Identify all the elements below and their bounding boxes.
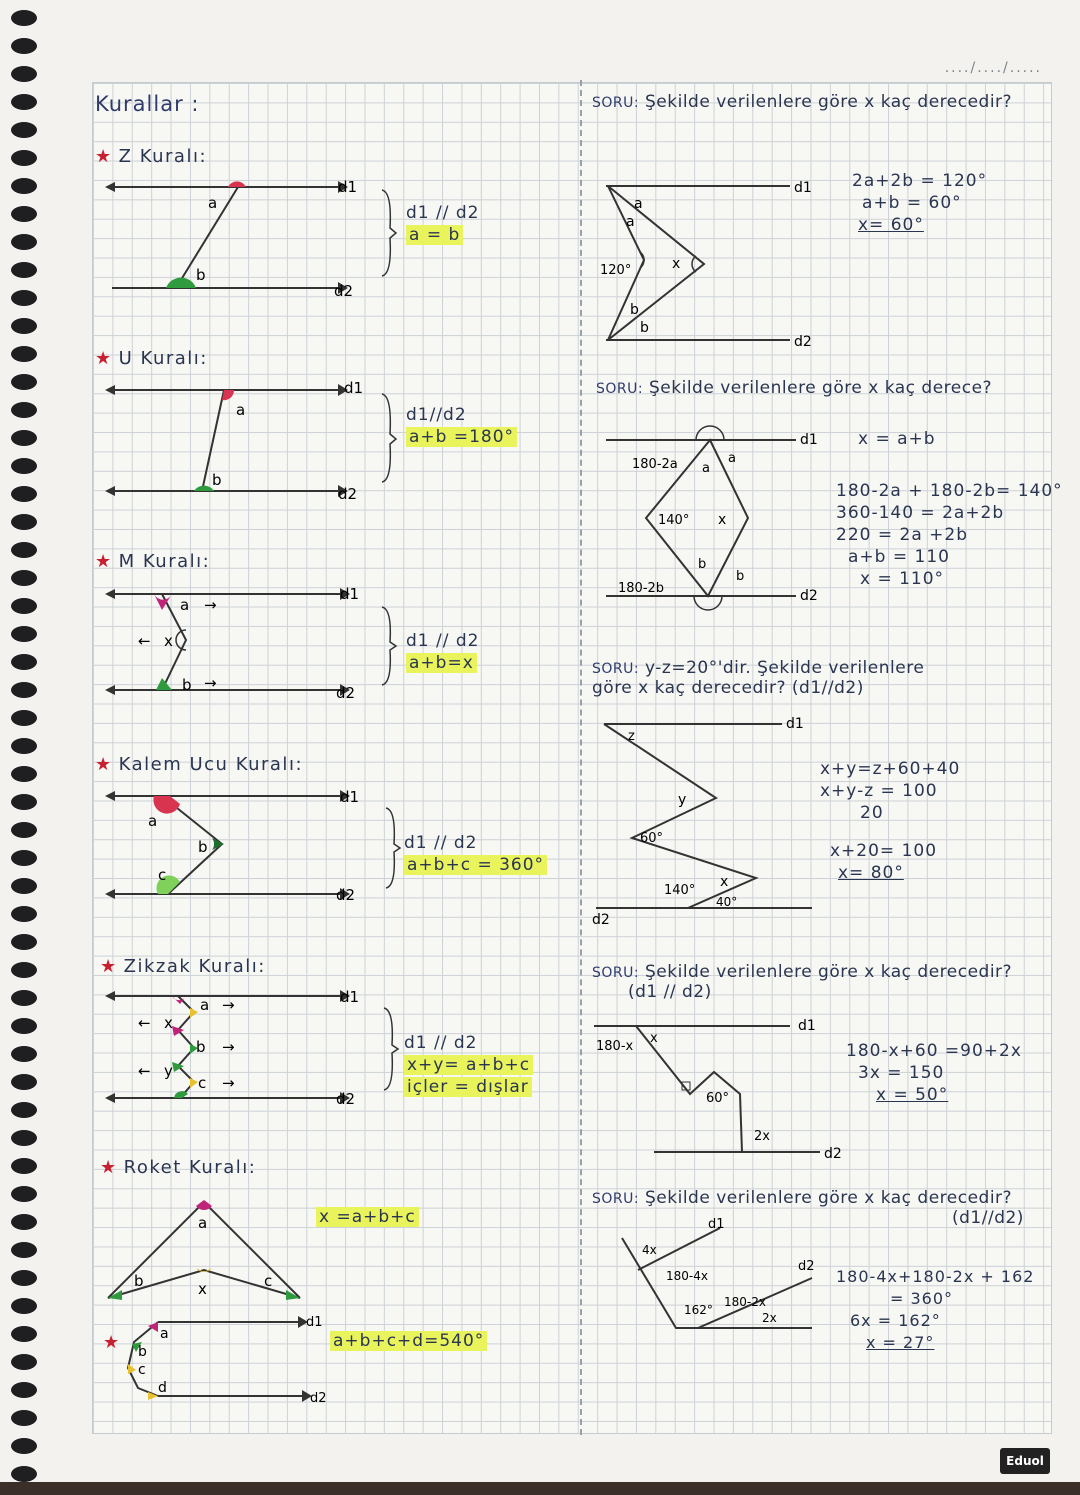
u-label-a: a (236, 401, 246, 419)
u-rule-figure (100, 375, 380, 505)
q5-text: Şekilde verilenlere göre x kaç derecedir? (645, 1188, 1013, 1208)
q5-label-162: 162° (684, 1303, 713, 1317)
q2-label-x: x (718, 512, 727, 528)
kalem-label-b: b (198, 838, 208, 856)
q3-label-y: y (678, 792, 687, 808)
m-rule-title (95, 551, 210, 572)
zikzak-label-x: x (164, 1014, 173, 1032)
q3-step-3: 20 (860, 803, 884, 823)
m-equation: a+b=x (406, 653, 477, 673)
m-label-d1: d1 (340, 585, 360, 603)
kalem-equation: a+b+c = 360° (404, 855, 547, 875)
four-label-c: c (138, 1362, 146, 1378)
q3-header (592, 658, 924, 698)
m-brace-icon (378, 605, 398, 687)
z-label-b: b (196, 266, 206, 284)
q5-tag: SORU: (592, 1191, 640, 1207)
z-rule-title-text: Z Kuralı: (118, 146, 208, 167)
q3-label-x: x (720, 874, 729, 890)
q2-step-3: 220 = 2a +2b (836, 525, 968, 545)
q4-step-1: 180-x+60 =90+2x (846, 1041, 1022, 1061)
q1-tag: SORU: (592, 95, 640, 111)
z-label-a: a (208, 194, 218, 212)
u-label-d2: d2 (338, 485, 358, 503)
zikzak-arrow-a-icon: → (222, 996, 235, 1014)
star-icon: ★ (100, 1157, 118, 1178)
q4-label-x: x (650, 1031, 658, 1046)
zikzak-label-c: c (198, 1074, 207, 1092)
zikzak-parallel: d1 // d2 (404, 1033, 478, 1053)
m-parallel: d1 // d2 (406, 631, 480, 651)
star-icon: ★ (95, 146, 113, 167)
q1-label-b1: b (630, 302, 639, 318)
q2-step-4: a+b = 110 (848, 547, 950, 567)
rules-heading: Kurallar : (95, 92, 200, 116)
q1-label-120: 120° (600, 263, 632, 278)
zikzak-arrow-x-icon: ← (138, 1014, 151, 1032)
four-label-d: d (158, 1380, 167, 1396)
roket-equation: x =a+b+c (316, 1207, 419, 1227)
q5-step-1: 180-4x+180-2x + 162 (836, 1267, 1035, 1286)
q2-label-b2: b (736, 569, 745, 584)
q4-step-3: x = 50° (876, 1085, 949, 1105)
zikzak-rule-figure (100, 982, 380, 1112)
q4-step-2: 3x = 150 (858, 1063, 945, 1083)
zikzak-rule-title (100, 956, 266, 977)
zikzak-label-d2: d2 (336, 1090, 356, 1108)
m-rule-title-text: M Kuralı: (118, 551, 211, 572)
m-label-a: a (180, 596, 190, 614)
z-relation (406, 202, 479, 246)
q2-label-a1: a (702, 461, 710, 476)
q4-text-2: (d1 // d2) (628, 982, 712, 1002)
m-arrow-left-icon: ← (138, 632, 151, 650)
q3-label-60: 60° (640, 831, 664, 846)
q3-text: y-z=20°'dir. Şekilde verilenlere (645, 658, 925, 678)
q5-label-2x: 2x (762, 1311, 777, 1325)
q1-figure (600, 170, 830, 350)
q2-label-a2: a (728, 451, 736, 466)
zikzak-label-b: b (196, 1038, 206, 1056)
four-label-b: b (138, 1344, 147, 1360)
date-placeholder: ..../..../..... (944, 60, 1042, 76)
z-brace-icon (378, 188, 398, 278)
star-icon: ★ (95, 754, 113, 775)
spiral-binding (0, 0, 60, 1495)
roket-rule-title-text: Roket Kuralı: (123, 1157, 257, 1178)
q3-label-140: 140° (664, 883, 696, 898)
kalem-label-d2: d2 (336, 886, 356, 904)
u-brace-icon (378, 392, 398, 484)
q2-label-180-2b: 180-2b (618, 581, 665, 596)
kalem-rule-figure (100, 782, 380, 902)
q4-label-180-x: 180-x (596, 1039, 634, 1054)
zikzak-arrow-y-icon: ← (138, 1062, 151, 1080)
q2-solution-head: x = a+b (858, 429, 936, 449)
m-label-x: x (164, 632, 173, 650)
q1-text: Şekilde verilenlere göre x kaç derecedir? (645, 92, 1013, 112)
q2-tag: SORU: (596, 381, 644, 397)
roket-rule-figure (100, 1190, 320, 1310)
zikzak-arrow-c-icon: → (222, 1074, 235, 1092)
q2-step-2: 360-140 = 2a+2b (836, 503, 1005, 523)
q1-solution (852, 170, 987, 236)
four-label-d2: d2 (310, 1391, 327, 1406)
q4-header (592, 962, 1012, 1002)
four-angle-figure (118, 1312, 348, 1407)
four-relation (330, 1330, 487, 1352)
q5-label-d1: d1 (708, 1217, 725, 1232)
z-rule-figure (100, 170, 380, 305)
roket-label-c: c (264, 1272, 273, 1290)
q2-header (596, 378, 992, 398)
q1-step-3: x= 60° (858, 215, 924, 235)
q3-step-5: x= 80° (838, 863, 904, 883)
q4-solution (846, 1040, 1022, 1106)
zikzak-rule-title-text: Zikzak Kuralı: (123, 956, 266, 977)
q5-text-2: (d1//d2) (952, 1208, 1024, 1228)
four-label-a: a (160, 1326, 169, 1342)
q2-label-140: 140° (658, 513, 690, 528)
zikzak-label-d1: d1 (340, 988, 360, 1006)
u-rule-title (95, 348, 208, 369)
q4-text: Şekilde verilenlere göre x kaç derecedir? (645, 962, 1013, 982)
kalem-label-c: c (158, 866, 167, 884)
q5-label-180-2x: 180-2x (724, 1295, 766, 1309)
q3-tag: SORU: (592, 661, 640, 677)
zikzak-label-y: y (164, 1062, 173, 1080)
column-divider (580, 80, 582, 1435)
zikzak-relation (404, 1032, 533, 1098)
zikzak-icler-dislar: içler = dışlar (404, 1077, 532, 1097)
q4-label-d2: d2 (824, 1146, 842, 1162)
zikzak-label-a: a (200, 996, 210, 1014)
kalem-label-d1: d1 (340, 788, 360, 806)
q5-step-3: 6x = 162° (850, 1311, 941, 1330)
q1-step-2: a+b = 60° (862, 193, 962, 213)
q5-label-4x: 4x (642, 1243, 657, 1257)
q3-step-4: x+20= 100 (830, 841, 938, 861)
q4-tag: SORU: (592, 965, 640, 981)
roket-rule-title (100, 1157, 256, 1178)
z-equation: a = b (406, 225, 463, 245)
q2-solution (836, 480, 1063, 590)
u-equation: a+b =180° (406, 427, 517, 447)
q3-label-40: 40° (716, 895, 738, 909)
q3-label-d2: d2 (592, 912, 610, 928)
q5-step-2: = 360° (890, 1289, 954, 1308)
q3-text-2: göre x kaç derecedir? (d1//d2) (592, 678, 864, 698)
q2-label-d2: d2 (800, 588, 818, 604)
q3-figure (592, 718, 832, 928)
u-rule-title-text: U Kuralı: (118, 348, 208, 369)
kalem-brace-icon (382, 806, 402, 890)
kalem-label-a: a (148, 812, 158, 830)
q5-step-4: x = 27° (866, 1333, 935, 1352)
u-relation (406, 404, 517, 448)
q1-label-d2: d2 (794, 334, 812, 350)
q5-label-d2: d2 (798, 1259, 815, 1274)
q2-label-180-2a: 180-2a (632, 457, 678, 472)
u-parallel: d1//d2 (406, 405, 467, 425)
q4-label-d1: d1 (798, 1018, 816, 1034)
q4-figure (594, 1012, 854, 1162)
z-parallel: d1 // d2 (406, 203, 480, 223)
q2-step-5: x = 110° (860, 569, 945, 589)
roket-label-b: b (134, 1272, 144, 1290)
q2-step-1: 180-2a + 180-2b= 140° (836, 481, 1063, 501)
star-icon: ★ (103, 1332, 121, 1353)
u-label-d1: d1 (344, 379, 364, 397)
q3-label-z: z (628, 729, 635, 744)
m-relation (406, 630, 479, 674)
q1-step-1: 2a+2b = 120° (852, 171, 988, 191)
q3-label-d1: d1 (786, 716, 804, 732)
star-icon: ★ (100, 956, 118, 977)
q1-header (592, 92, 1012, 112)
kalem-rule-title-text: Kalem Ucu Kuralı: (118, 754, 304, 775)
q2-label-d1: d1 (800, 432, 818, 448)
m-rule-figure (100, 580, 380, 700)
z-rule-title (95, 146, 207, 167)
m-arrow-icon: → (204, 596, 217, 614)
kalem-parallel: d1 // d2 (404, 833, 478, 853)
q2-text: Şekilde verilenlere göre x kaç derece? (649, 378, 993, 398)
q4-label-2x: 2x (754, 1129, 770, 1144)
star-icon: ★ (95, 348, 113, 369)
q3-step-2: x+y-z = 100 (820, 781, 938, 801)
q1-label-a1: a (634, 196, 643, 212)
q3-step-1: x+y=z+60+40 (820, 759, 961, 779)
m-label-d2: d2 (336, 684, 356, 702)
desk-edge (0, 1482, 1080, 1495)
m-label-b: b (182, 676, 192, 694)
roket-label-a: a (198, 1214, 208, 1232)
q5-label-180-4x: 180-4x (666, 1269, 708, 1283)
u-label-b: b (212, 471, 222, 489)
q1-label-x: x (672, 256, 681, 272)
q4-label-60: 60° (706, 1091, 730, 1106)
m-arrow-icon-2: → (204, 674, 217, 692)
q3-solution (820, 758, 960, 884)
q1-label-b2: b (640, 320, 649, 336)
four-label-d1: d1 (306, 1315, 323, 1330)
q5-figure (612, 1218, 832, 1338)
q2-label-b1: b (698, 557, 707, 572)
q2-figure (600, 428, 840, 608)
four-equation: a+b+c+d=540° (330, 1331, 487, 1351)
roket-label-x: x (198, 1280, 207, 1298)
q1-label-d1: d1 (794, 180, 812, 196)
z-label-d1: d1 (338, 178, 358, 196)
z-label-d2: d2 (334, 282, 354, 300)
roket-relation (316, 1206, 419, 1228)
zikzak-brace-icon (380, 1006, 400, 1092)
kalem-rule-title (95, 754, 303, 775)
q1-label-a2: a (626, 214, 635, 230)
kalem-relation (404, 832, 547, 876)
q5-solution (836, 1266, 1034, 1354)
star-icon: ★ (95, 551, 113, 572)
brand-logo: Eduol (1000, 1448, 1050, 1474)
zikzak-equation: x+y= a+b+c (404, 1055, 533, 1075)
zikzak-arrow-b-icon: → (222, 1038, 235, 1056)
